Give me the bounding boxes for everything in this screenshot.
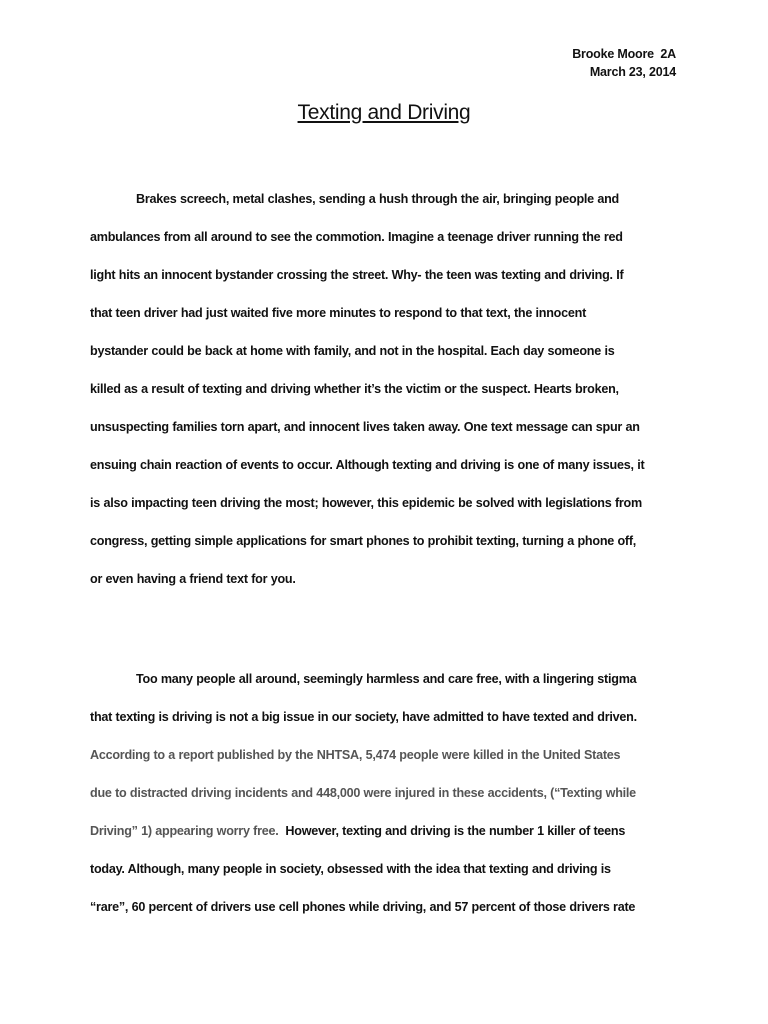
text-segment: However, texting and driving is the number 1 killer of teens [285,824,626,838]
paragraph-2 [90,660,678,926]
text-line: or even having a friend text for you. [90,572,296,586]
text-line: “rare”, 60 percent of drivers use cell phones while driving, and 57 percent of those drivers rate [90,900,636,914]
mixed-text-line [90,812,678,850]
text-line: today. Although, many people in society, obsessed with the idea that texting and driving is [90,862,611,876]
text-line: ensuing chain reaction of events to occur. Although texting and driving is one of many issues, it [90,458,645,472]
paragraph-1 [90,180,678,598]
text-line: that teen driver had just waited five more minutes to respond to that text, the innocent [90,306,587,320]
text-line: is also impacting teen driving the most; however, this epidemic be solved with legislations from [90,496,642,510]
text-line: killed as a result of texting and driving whether it’s the victim or the suspect. Hearts broken, [90,382,619,396]
text-line: unsuspecting families torn apart, and innocent lives taken away. One text message can spur an [90,420,640,434]
date-line: March 23, 2014 [589,65,676,79]
text-line: Brakes screech, metal clashes, sending a hush through the air, bringing people and [136,192,619,206]
citation-text: Driving” 1) appearing worry free. [90,824,279,838]
document-title: Texting and Driving [297,101,471,124]
text-line: congress, getting simple applications for smart phones to prohibit texting, turning a phone off, [90,534,637,548]
text-line: light hits an innocent bystander crossing the street. Why- the teen was texting and driving. If [90,268,624,282]
text-line: that texting is driving is not a big issue in our society, have admitted to have texted and driven. [90,710,637,724]
citation-text-line: due to distracted driving incidents and 448,000 were injured in these accidents, (“Texting while [90,786,636,800]
header-block [572,45,676,81]
text-line: Too many people all around, seemingly harmless and care free, with a lingering stigma [136,672,637,686]
citation-text-line: According to a report published by the NHTSA, 5,474 people were killed in the United States [90,748,621,762]
text-line: ambulances from all around to see the commotion. Imagine a teenage driver running the red [90,230,623,244]
author-line: Brooke Moore 2A [572,47,676,61]
text-line: bystander could be back at home with family, and not in the hospital. Each day someone is [90,344,615,358]
